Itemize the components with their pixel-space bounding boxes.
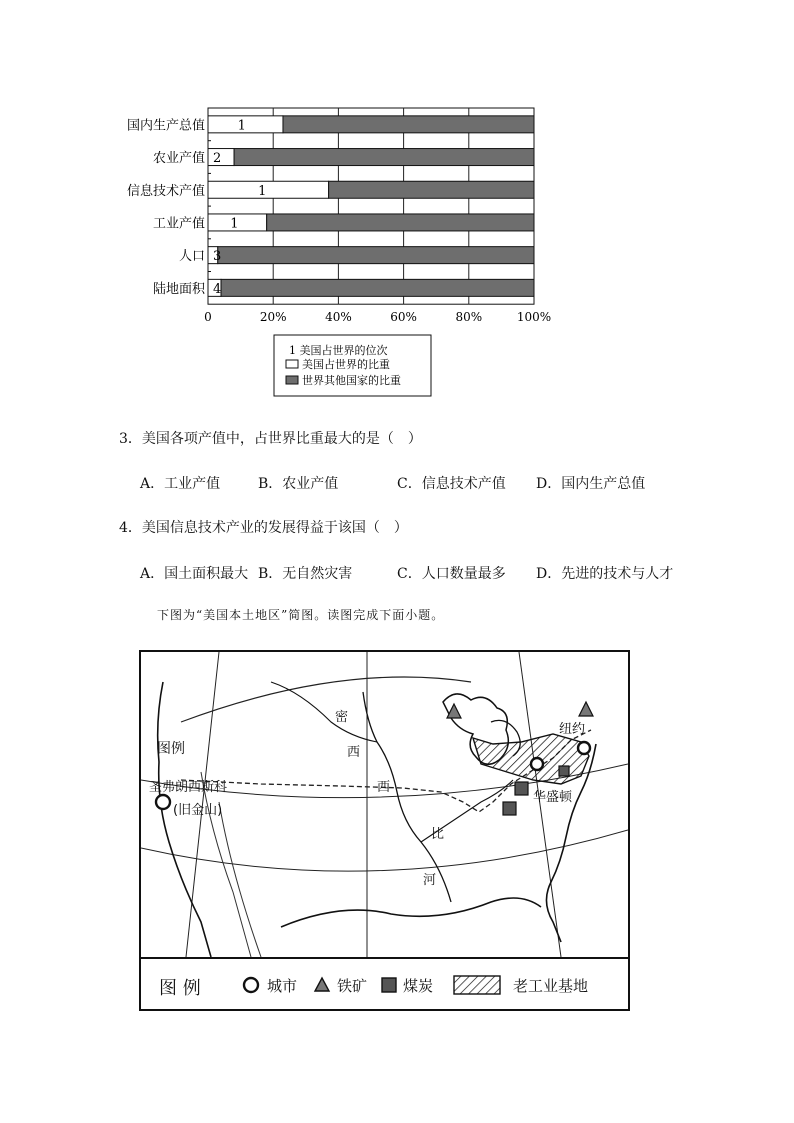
q4-option-d[interactable]: D．先进的技术与人才: [536, 566, 674, 582]
graticule-line: [141, 830, 628, 871]
x-tick-label: 20%: [259, 310, 287, 325]
bar-rest-share: [329, 181, 534, 198]
legend-iron-label: 铁矿: [337, 977, 368, 995]
legend-entry-us: 美国占世界的比重: [302, 358, 390, 371]
map-legend-title: 图 例: [159, 978, 201, 999]
legend-swatch-rest: [286, 376, 298, 384]
legend-city-icon: [241, 975, 261, 995]
question-3-stem: 3．美国各项产值中，占世界比重最大的是（ ）: [119, 431, 422, 447]
canada-border: [181, 677, 471, 722]
iron-mine-symbol: [579, 702, 593, 716]
city-symbol-new-york: [578, 742, 590, 754]
chart-category-labels: [127, 117, 206, 297]
label-mississippi-5: 河: [423, 873, 437, 888]
coal-symbol: [515, 782, 528, 795]
q4-option-a[interactable]: A．国土面积最大: [140, 566, 249, 582]
category-label: 国内生产总值: [126, 118, 205, 134]
category-label: 信息技术产值: [126, 183, 205, 199]
bar-rest-share: [218, 247, 534, 264]
legend-coal-label: 煤炭: [403, 977, 434, 995]
bar-rank-label: 3: [213, 249, 222, 265]
q3-option-d[interactable]: D．国内生产总值: [536, 476, 646, 492]
bar-us-share: [208, 181, 329, 198]
map-legend: [141, 957, 628, 1011]
bar-chart: [100, 95, 570, 405]
x-tick-label: 0: [204, 310, 212, 325]
legend-iron-icon: [313, 976, 331, 994]
iron-mine-symbol: [447, 704, 461, 718]
label-legend-stray: 图例: [157, 741, 185, 757]
chart-legend: [274, 335, 431, 396]
label-mississippi-1: 密: [335, 710, 349, 725]
q3-option-b[interactable]: B．农业产值: [258, 476, 339, 492]
label-city-washington: 华盛顿: [533, 790, 573, 805]
bar-rest-share: [283, 116, 534, 133]
label-city-san-francisco: 圣弗朗西斯科: [149, 780, 228, 795]
coal-symbol: [559, 766, 569, 776]
category-label: 工业产值: [152, 216, 205, 232]
chart-tick-labels: [204, 310, 551, 324]
bar-rank-label: 4: [213, 281, 222, 297]
legend-industrial-label: 老工业基地: [513, 977, 589, 995]
q4-option-c[interactable]: C．人口数量最多: [397, 566, 506, 582]
legend-industrial-icon: [453, 975, 501, 995]
legend-coal-icon: [381, 977, 397, 993]
bar-rank-label: 1: [230, 216, 239, 232]
bar-rest-share: [267, 214, 534, 231]
bar-rank-label: 1: [258, 183, 267, 199]
city-symbol-washington: [531, 758, 543, 770]
plot-frame: [208, 108, 534, 304]
industrial-base-area: [473, 734, 589, 784]
question-4-stem: 4．美国信息技术产业的发展得益于该国（ ）: [119, 520, 408, 536]
chart-bars: [208, 116, 534, 297]
x-tick-label: 100%: [516, 310, 552, 325]
us-map-figure: [139, 650, 630, 1011]
q3-option-a[interactable]: A．工业产值: [140, 476, 221, 492]
label-city-new-york: 纽约: [559, 722, 586, 737]
legend-entry-rest: 世界其他国家的比重: [302, 374, 401, 387]
x-tick-label: 40%: [325, 310, 352, 325]
category-label: 人口: [178, 249, 205, 265]
label-city-san-francisco-alt: (旧金山): [173, 803, 223, 818]
x-tick-label: 60%: [390, 310, 417, 325]
bar-rest-share: [234, 149, 534, 166]
category-label: 陆地面积: [152, 281, 205, 297]
missouri-river: [271, 682, 377, 742]
west-coast: [158, 682, 211, 957]
legend-swatch-us: [286, 360, 298, 368]
legend-rank-entry: 1 美国占世界的位次: [289, 344, 388, 357]
bar-rank-label: 2: [213, 151, 222, 167]
city-symbol-san-francisco: [156, 795, 170, 809]
category-label: 农业产值: [152, 151, 205, 167]
legend-city-label: 城市: [267, 977, 298, 995]
x-tick-label: 80%: [455, 310, 483, 325]
gulf-coast: [281, 898, 541, 927]
chart-gridlines: [208, 108, 534, 304]
label-mississippi-2: 西: [347, 745, 361, 760]
label-mississippi-4: 比: [431, 827, 445, 842]
coal-symbol: [503, 802, 516, 815]
bar-rank-label: 1: [237, 118, 246, 134]
mountains: [219, 802, 261, 957]
q3-option-c[interactable]: C．信息技术产值: [397, 476, 506, 492]
map-intro-text: 下图为“美国本土地区”简图。读图完成下面小题。: [157, 608, 445, 622]
q4-option-b[interactable]: B．无自然灾害: [258, 566, 353, 582]
bar-rest-share: [221, 279, 534, 296]
label-mississippi-3: 西: [377, 780, 391, 795]
